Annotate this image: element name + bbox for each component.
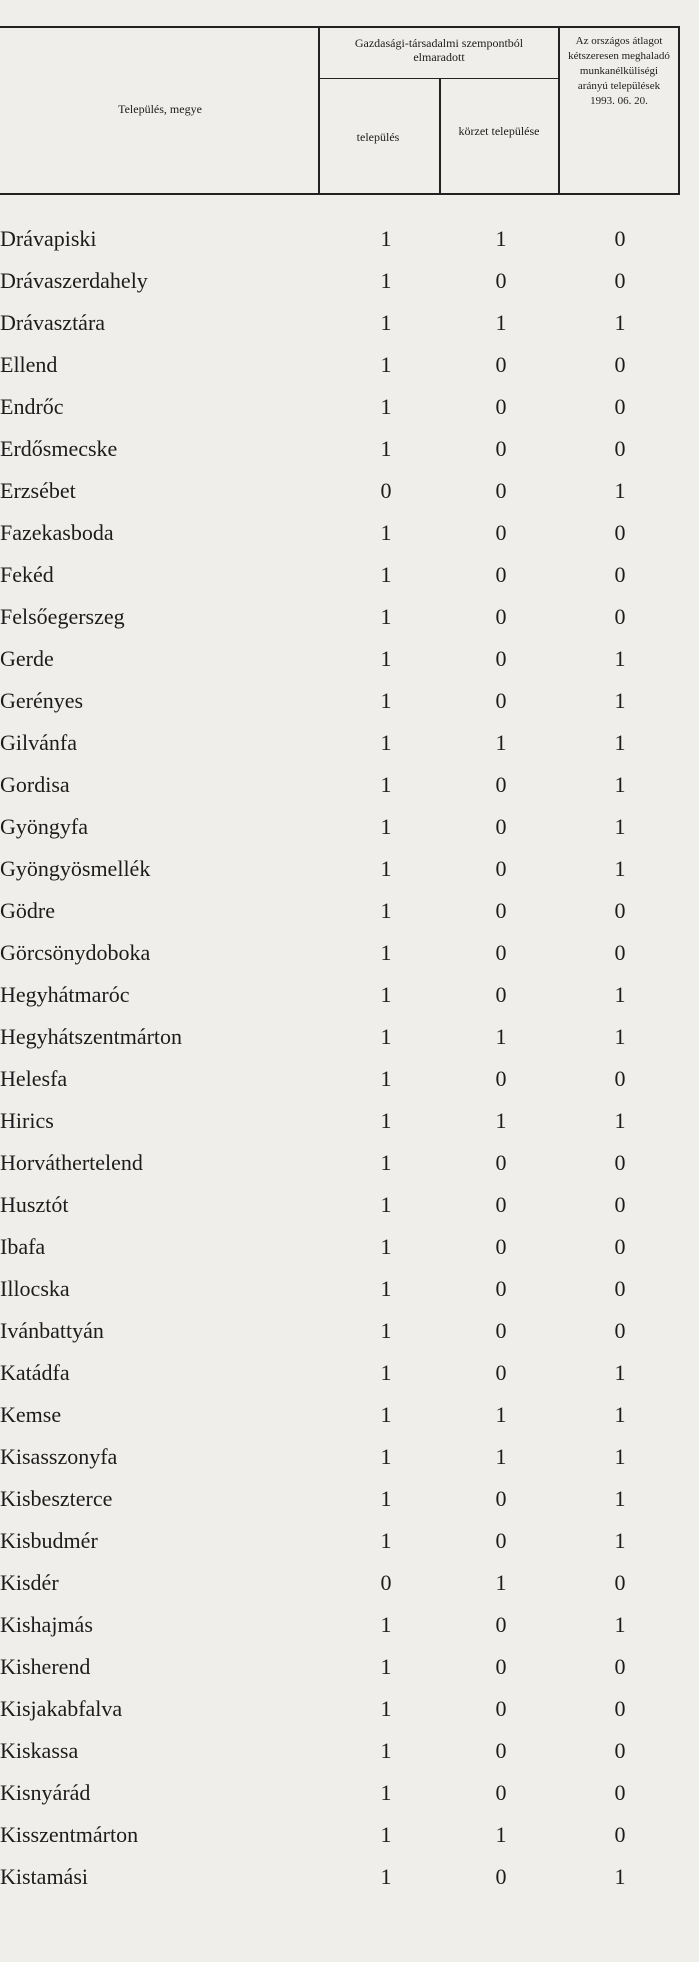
table-row [0,1566,699,1608]
settlement-name: Gerde [0,646,54,671]
settlement-flag: 1 [380,1108,392,1133]
settlement-flag: 1 [380,982,392,1007]
settlement-flag: 1 [380,562,392,587]
district-flag: 1 [495,1822,507,1847]
settlement-name: Drávasztára [0,310,106,335]
table-header [0,0,699,196]
unemployment-flag: 1 [614,1402,626,1427]
district-flag: 0 [495,604,507,629]
table-row [0,1608,699,1650]
unemployment-flag: 0 [614,352,626,377]
settlement-flag: 1 [380,1276,392,1301]
unemployment-flag: 0 [614,436,626,461]
district-flag: 0 [495,562,507,587]
table-row [0,306,699,348]
unemployment-flag: 1 [614,772,626,797]
table-body [0,222,699,1902]
settlement-flag: 1 [380,436,392,461]
settlement-name: Hegyhátszentmárton [0,1024,183,1049]
district-flag: 0 [495,1318,507,1343]
district-flag: 0 [495,1066,507,1091]
table-row [0,1650,699,1692]
settlement-name: Gilvánfa [0,730,77,755]
district-flag: 0 [495,1780,507,1805]
table-row [0,978,699,1020]
settlement-name: Fazekasboda [0,520,114,545]
unemployment-flag: 0 [614,1150,626,1175]
unemployment-flag: 1 [614,856,626,881]
table-row [0,1734,699,1776]
settlement-flag: 1 [380,520,392,545]
table-row [0,1020,699,1062]
district-flag: 0 [495,394,507,419]
settlement-flag: 1 [380,814,392,839]
table-row [0,1776,699,1818]
district-flag: 0 [495,1486,507,1511]
settlement-flag: 1 [380,1066,392,1091]
unemployment-flag: 1 [614,1108,626,1133]
district-flag: 0 [495,520,507,545]
unemployment-flag: 1 [614,1360,626,1385]
table-row [0,1230,699,1272]
settlement-name: Hirics [0,1108,54,1133]
unemployment-flag: 0 [614,604,626,629]
unemployment-flag: 1 [614,730,626,755]
unemployment-flag: 0 [614,1738,626,1763]
settlement-flag: 1 [380,1864,392,1889]
unemployment-flag: 1 [614,814,626,839]
unemployment-flag: 0 [614,1192,626,1217]
district-flag: 0 [495,1864,507,1889]
district-flag: 1 [495,1024,507,1049]
table-row [0,1272,699,1314]
table-row [0,1482,699,1524]
table-row [0,684,699,726]
unemployment-flag: 0 [614,520,626,545]
header-lagging-group: Gazdasági-társadalmi szempontból elmaradott [354,36,524,64]
unemployment-flag: 0 [614,1696,626,1721]
table-row [0,642,699,684]
unemployment-flag: 1 [614,310,626,335]
settlement-name: Gerényes [0,688,84,713]
settlement-flag: 1 [380,310,392,335]
settlement-name: Kisnyárád [0,1780,91,1805]
table-row [0,600,699,642]
settlement-flag: 1 [380,1528,392,1553]
settlement-flag: 1 [380,1318,392,1343]
settlement-name: Gordisa [0,772,70,797]
settlement-flag: 1 [380,940,392,965]
district-flag: 0 [495,1738,507,1763]
unemployment-flag: 0 [614,562,626,587]
district-flag: 0 [495,772,507,797]
settlement-name: Ibafa [0,1234,46,1259]
settlement-name: Drávapiski [0,226,97,251]
column-divider-4 [678,26,680,195]
table-row [0,516,699,558]
settlement-flag: 1 [380,1822,392,1847]
district-flag: 0 [495,436,507,461]
district-flag: 1 [495,730,507,755]
unemployment-flag: 1 [614,1612,626,1637]
settlement-flag: 1 [380,1696,392,1721]
unemployment-flag: 1 [614,1444,626,1469]
district-flag: 1 [495,226,507,251]
settlement-name: Ivánbattyán [0,1318,104,1343]
header-district-settlement: körzet települése [458,124,540,138]
settlement-flag: 1 [380,226,392,251]
unemployment-flag: 0 [614,226,626,251]
settlement-name: Kisjakabfalva [0,1696,123,1721]
district-flag: 0 [495,1150,507,1175]
settlement-name: Helesfa [0,1066,68,1091]
settlement-name: Gödre [0,898,55,923]
table-row [0,852,699,894]
header-settlement-county: Település, megye [118,102,202,116]
settlement-name: Kiskassa [0,1738,79,1763]
settlement-name: Kistamási [0,1864,88,1889]
table-row [0,810,699,852]
district-flag: 0 [495,856,507,881]
unemployment-flag: 1 [614,1024,626,1049]
district-flag: 0 [495,1234,507,1259]
settlement-flag: 1 [380,772,392,797]
settlement-name: Hegyhátmaróc [0,982,130,1007]
settlement-name: Kisasszonyfa [0,1444,118,1469]
district-flag: 0 [495,1276,507,1301]
unemployment-flag: 0 [614,268,626,293]
district-flag: 0 [495,982,507,1007]
table-row [0,1524,699,1566]
settlement-name: Kisszentmárton [0,1822,139,1847]
column-divider-1 [318,26,320,195]
settlement-flag: 1 [380,1444,392,1469]
table-row [0,1440,699,1482]
district-flag: 0 [495,646,507,671]
district-flag: 0 [495,1612,507,1637]
district-flag: 1 [495,1402,507,1427]
settlement-name: Erdősmecske [0,436,118,461]
settlement-name: Kishajmás [0,1612,93,1637]
settlement-flag: 1 [380,1612,392,1637]
unemployment-flag: 1 [614,1528,626,1553]
unemployment-flag: 1 [614,478,626,503]
unemployment-flag: 0 [614,1822,626,1847]
unemployment-flag: 0 [614,940,626,965]
table-row [0,1146,699,1188]
district-flag: 0 [495,268,507,293]
table-row [0,1398,699,1440]
settlement-flag: 1 [380,1150,392,1175]
settlement-flag: 1 [380,1192,392,1217]
table-row [0,1188,699,1230]
district-flag: 0 [495,688,507,713]
settlement-flag: 0 [380,1570,392,1595]
settlement-name: Kemse [0,1402,62,1427]
unemployment-flag: 1 [614,1864,626,1889]
table-row [0,1692,699,1734]
district-flag: 1 [495,1108,507,1133]
table-row [0,894,699,936]
settlement-name: Kisbudmér [0,1528,98,1553]
settlement-name: Gyöngyfa [0,814,88,839]
header-bottom-rule [0,193,680,195]
settlement-name: Husztót [0,1192,69,1217]
settlement-name: Katádfa [0,1360,70,1385]
table-row [0,1818,699,1860]
unemployment-flag: 1 [614,646,626,671]
table-row [0,1104,699,1146]
settlement-name: Kisbeszterce [0,1486,113,1511]
district-flag: 0 [495,1360,507,1385]
settlement-name: Drávaszerdahely [0,268,148,293]
district-flag: 1 [495,310,507,335]
district-flag: 0 [495,814,507,839]
unemployment-flag: 0 [614,1780,626,1805]
unemployment-flag: 0 [614,1654,626,1679]
settlement-name: Gyöngyösmellék [0,856,151,881]
settlement-name: Erzsébet [0,478,76,503]
table-row [0,1860,699,1902]
table-row [0,1314,699,1356]
settlement-flag: 1 [380,1780,392,1805]
settlement-flag: 1 [380,1654,392,1679]
unemployment-flag: 0 [614,898,626,923]
table-row [0,558,699,600]
district-flag: 1 [495,1444,507,1469]
settlement-name: Illocska [0,1276,70,1301]
district-flag: 0 [495,1696,507,1721]
settlement-name: Endrőc [0,394,64,419]
settlement-name: Kisherend [0,1654,91,1679]
header-settlement: település [356,130,400,144]
table-row [0,348,699,390]
settlement-flag: 1 [380,1738,392,1763]
table-row [0,222,699,264]
table-row [0,768,699,810]
settlement-flag: 1 [380,856,392,881]
district-flag: 0 [495,352,507,377]
settlement-name: Görcsönydoboka [0,940,151,965]
district-flag: 0 [495,1528,507,1553]
unemployment-flag: 0 [614,1066,626,1091]
table-row [0,726,699,768]
table-row [0,390,699,432]
settlement-name: Fekéd [0,562,54,587]
unemployment-flag: 0 [614,394,626,419]
district-flag: 0 [495,478,507,503]
settlement-name: Ellend [0,352,58,377]
district-flag: 0 [495,940,507,965]
settlement-name: Horváthertelend [0,1150,143,1175]
settlement-flag: 1 [380,1360,392,1385]
settlement-flag: 1 [380,1486,392,1511]
settlement-flag: 1 [380,268,392,293]
unemployment-flag: 0 [614,1276,626,1301]
settlement-flag: 1 [380,1402,392,1427]
settlement-flag: 1 [380,604,392,629]
settlement-flag: 1 [380,688,392,713]
settlement-flag: 1 [380,898,392,923]
table-row [0,432,699,474]
header-unemployment: Az országos átlagot kétszeresen meghaladó munkanélküliségi arányú települések 1993. 06. 20. [568,35,670,107]
unemployment-flag: 1 [614,982,626,1007]
column-divider-2 [439,79,441,195]
district-flag: 0 [495,1654,507,1679]
district-flag: 0 [495,898,507,923]
settlement-name: Kisdér [0,1570,59,1595]
district-flag: 0 [495,1192,507,1217]
table-row [0,1356,699,1398]
settlement-flag: 0 [380,478,392,503]
settlement-flag: 1 [380,646,392,671]
unemployment-flag: 0 [614,1570,626,1595]
unemployment-flag: 1 [614,1486,626,1511]
settlement-flag: 1 [380,1024,392,1049]
table-row [0,936,699,978]
settlement-flag: 1 [380,730,392,755]
settlement-flag: 1 [380,352,392,377]
unemployment-flag: 0 [614,1318,626,1343]
unemployment-flag: 1 [614,688,626,713]
table-row [0,264,699,306]
unemployment-flag: 0 [614,1234,626,1259]
settlement-name: Felsőegerszeg [0,604,125,629]
header-top-rule [0,26,680,28]
district-flag: 1 [495,1570,507,1595]
column-divider-3 [558,26,560,195]
settlement-flag: 1 [380,394,392,419]
settlement-flag: 1 [380,1234,392,1259]
table-row [0,474,699,516]
table-row [0,1062,699,1104]
